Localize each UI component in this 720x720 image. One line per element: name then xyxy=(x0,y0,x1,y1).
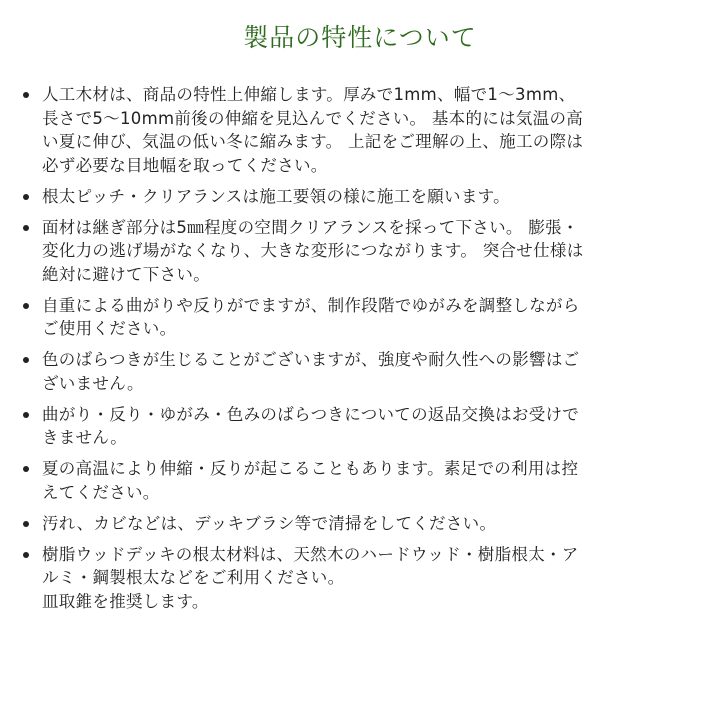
bullet-icon xyxy=(23,357,29,363)
bullet-icon xyxy=(23,521,29,527)
list-item-line: ルミ・鋼製根太などをご利用ください。 xyxy=(42,568,345,587)
bullet-icon xyxy=(23,225,29,231)
bullet-icon xyxy=(23,552,29,558)
list-item-line: きません。 xyxy=(42,428,127,447)
list-item-line: 夏の高温により伸縮・反りが起こることもあります。素足での利用は控 xyxy=(42,459,579,478)
list-item-line: 変化力の逃げ場がなくなり、大きな変形につながります。 突合せ仕様は xyxy=(42,241,584,260)
list-item-line: 色のばらつきが生じることがございますが、強度や耐久性への影響はご xyxy=(42,350,580,369)
list-item-line: 曲がり・反り・ゆがみ・色みのばらつきについての返品交換はお受けで xyxy=(42,404,580,424)
bullet-icon xyxy=(23,92,29,98)
list-item-line: 絶対に避けて下さい。 xyxy=(42,264,210,284)
list-item xyxy=(0,403,720,450)
list-item-line: 樹脂ウッドデッキの根太材料は、天然木のハードウッド・樹脂根太・ア xyxy=(42,544,579,564)
list-item-line: 長さで5～10mm前後の伸縮を見込んでください。 基本的には気温の高 xyxy=(42,108,584,128)
list-item-line: えてください。 xyxy=(42,482,160,502)
list-item-line: 自重による曲がりや反りがでますが、制作段階でゆがみを調整しながら xyxy=(42,295,580,315)
list-item xyxy=(0,543,720,614)
list-item-line: ご使用ください。 xyxy=(42,319,177,338)
characteristics-list xyxy=(0,83,720,621)
list-item-line: 面材は継ぎ部分は5㎜程度の空間クリアランスを採って下さい。 膨張・ xyxy=(42,217,579,237)
list-item xyxy=(0,512,720,536)
bullet-icon xyxy=(23,466,29,472)
list-item-line: 皿取錐を推奨します。 xyxy=(42,591,209,611)
list-item xyxy=(0,457,720,504)
page-title: 製品の特性について xyxy=(243,23,477,52)
list-item-line: 必ず必要な目地幅を取ってください。 xyxy=(42,155,328,175)
bullet-icon xyxy=(23,303,29,309)
list-item-line: ざいません。 xyxy=(42,373,144,393)
bullet-icon xyxy=(23,194,29,200)
list-item xyxy=(0,348,720,395)
list-item-line: 根太ピッチ・クリアランスは施工要領の様に施工を願います。 xyxy=(42,186,510,206)
list-item xyxy=(0,185,720,209)
list-item xyxy=(0,216,720,287)
list-item-line: い夏に伸び、気温の低い冬に縮みます。 上記をご理解の上、施工の際は xyxy=(42,132,584,151)
bullet-icon xyxy=(23,412,29,418)
list-item xyxy=(0,294,720,341)
list-item-line: 汚れ、カビなどは、デッキブラシ等で清掃をしてください。 xyxy=(42,513,497,533)
list-item xyxy=(0,83,720,177)
list-item-line: 人工木材は、商品の特性上伸縮します。厚みで1mm、幅で1～3mm、 xyxy=(42,85,576,104)
